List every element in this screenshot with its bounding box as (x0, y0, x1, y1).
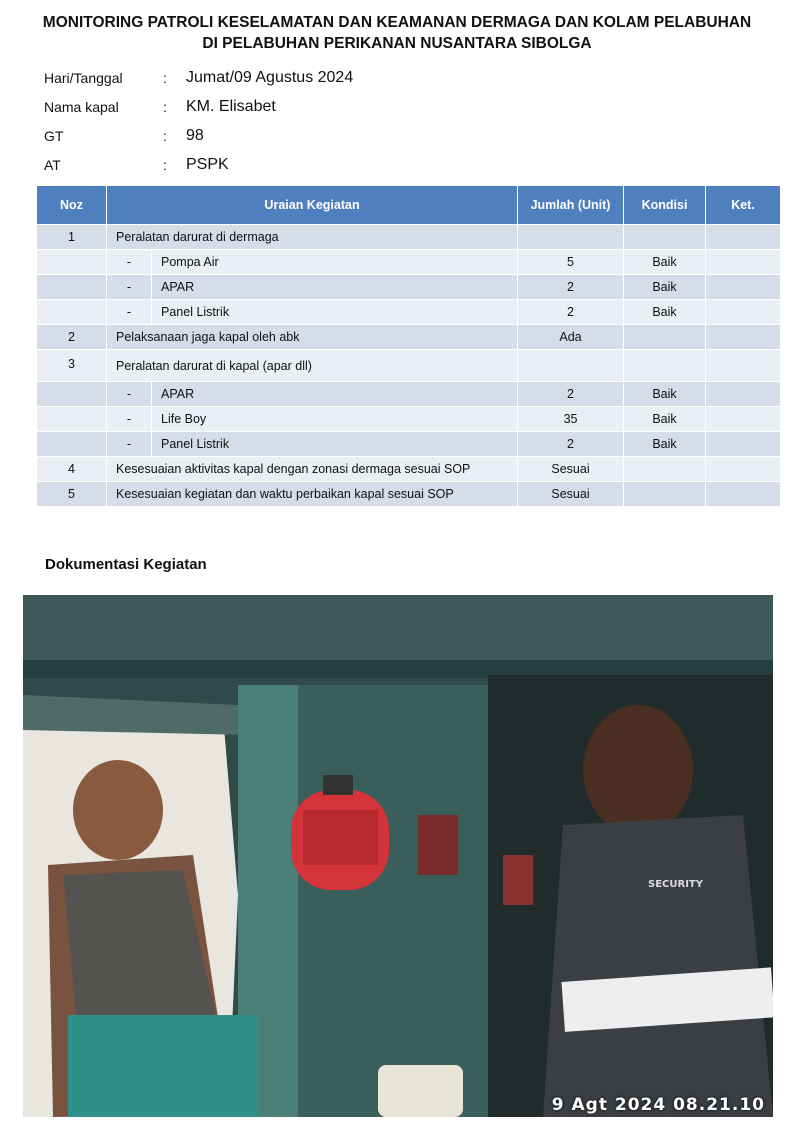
row-no: 3 (37, 350, 107, 382)
row-condition: Baik (624, 407, 706, 432)
row-condition: Baik (624, 382, 706, 407)
table-header-row (37, 186, 781, 225)
row-quantity: Ada (518, 325, 624, 350)
row-dash: - (107, 300, 152, 325)
info-colon: : (163, 128, 167, 144)
header-quantity: Jumlah (Unit) (518, 186, 624, 225)
row-quantity: 2 (518, 300, 624, 325)
row-dash: - (107, 250, 152, 275)
row-notes (706, 300, 781, 325)
info-value-date: Jumat/09 Agustus 2024 (186, 69, 354, 86)
row-no: 2 (37, 325, 107, 350)
row-quantity: 2 (518, 382, 624, 407)
row-condition (624, 350, 706, 382)
row-description: Pompa Air (152, 250, 518, 275)
documentation-photo (23, 595, 773, 1117)
info-value-ship: KM. Elisabet (186, 98, 276, 115)
row-condition: Baik (624, 300, 706, 325)
info-label-at: AT (44, 157, 61, 173)
row-notes (706, 350, 781, 382)
row-no: 1 (37, 225, 107, 250)
header-description: Uraian Kegiatan (107, 186, 518, 225)
table-row (37, 325, 781, 350)
row-condition (624, 325, 706, 350)
row-no (37, 250, 107, 275)
row-quantity: Sesuai (518, 457, 624, 482)
row-condition: Baik (624, 432, 706, 457)
row-dash: - (107, 382, 152, 407)
row-notes (706, 457, 781, 482)
row-description: Panel Listrik (152, 432, 518, 457)
table-row (37, 457, 781, 482)
row-notes (706, 382, 781, 407)
header-no: Noz (37, 186, 107, 225)
svg-text:SECURITY: SECURITY (648, 879, 703, 890)
row-dash: - (107, 407, 152, 432)
section-title: Dokumentasi Kegiatan (45, 556, 207, 573)
row-description: APAR (152, 382, 518, 407)
row-no: 4 (37, 457, 107, 482)
photo-timestamp: 9 Agt 2024 08.21.10 (551, 1095, 765, 1115)
title-line-2: DI PELABUHAN PERIKANAN NUSANTARA SIBOLGA (202, 35, 592, 52)
info-value-gt: 98 (186, 127, 204, 144)
row-notes (706, 325, 781, 350)
row-notes (706, 407, 781, 432)
row-description: Pelaksanaan jaga kapal oleh abk (107, 325, 518, 350)
row-condition (624, 457, 706, 482)
row-no (37, 382, 107, 407)
table-row (37, 225, 781, 250)
info-colon: : (163, 157, 167, 173)
row-description: Life Boy (152, 407, 518, 432)
row-notes (706, 225, 781, 250)
header-notes: Ket. (706, 186, 781, 225)
row-description: Kesesuaian aktivitas kapal dengan zonasi dermaga sesuai SOP (107, 457, 518, 482)
row-dash: - (107, 432, 152, 457)
row-notes (706, 482, 781, 507)
table-row (37, 300, 781, 325)
row-quantity: 2 (518, 275, 624, 300)
row-description: Panel Listrik (152, 300, 518, 325)
info-value-at: PSPK (186, 156, 229, 173)
row-quantity (518, 350, 624, 382)
table-row (37, 250, 781, 275)
header-condition: Kondisi (624, 186, 706, 225)
row-description: APAR (152, 275, 518, 300)
info-label-date: Hari/Tanggal (44, 70, 123, 86)
row-quantity: 5 (518, 250, 624, 275)
document-title (0, 12, 794, 54)
info-colon: : (163, 70, 167, 86)
row-no: 5 (37, 482, 107, 507)
info-label-gt: GT (44, 128, 64, 144)
row-condition (624, 225, 706, 250)
table-row (37, 482, 781, 507)
container-icon (378, 1065, 463, 1117)
table-row (37, 350, 781, 382)
row-quantity: 35 (518, 407, 624, 432)
row-no (37, 275, 107, 300)
row-quantity: Sesuai (518, 482, 624, 507)
row-condition (624, 482, 706, 507)
row-description: Peralatan darurat di kapal (apar dll) (107, 350, 518, 382)
activity-table (36, 185, 781, 507)
title-line-1: MONITORING PATROLI KESELAMATAN DAN KEAMANAN DERMAGA DAN KOLAM PELABUHAN (42, 14, 752, 31)
row-condition: Baik (624, 275, 706, 300)
row-quantity (518, 225, 624, 250)
row-notes (706, 275, 781, 300)
row-no (37, 300, 107, 325)
row-description: Peralatan darurat di dermaga (107, 225, 518, 250)
row-no (37, 432, 107, 457)
table-row (37, 275, 781, 300)
photo-illustration (23, 595, 773, 1117)
row-notes (706, 250, 781, 275)
row-notes (706, 432, 781, 457)
table-row (37, 407, 781, 432)
row-description: Kesesuaian kegiatan dan waktu perbaikan kapal sesuai SOP (107, 482, 518, 507)
row-condition: Baik (624, 250, 706, 275)
row-quantity: 2 (518, 432, 624, 457)
row-no (37, 407, 107, 432)
table-row (37, 432, 781, 457)
table-row (37, 382, 781, 407)
info-colon: : (163, 99, 167, 115)
info-label-ship: Nama kapal (44, 99, 119, 115)
row-dash: - (107, 275, 152, 300)
